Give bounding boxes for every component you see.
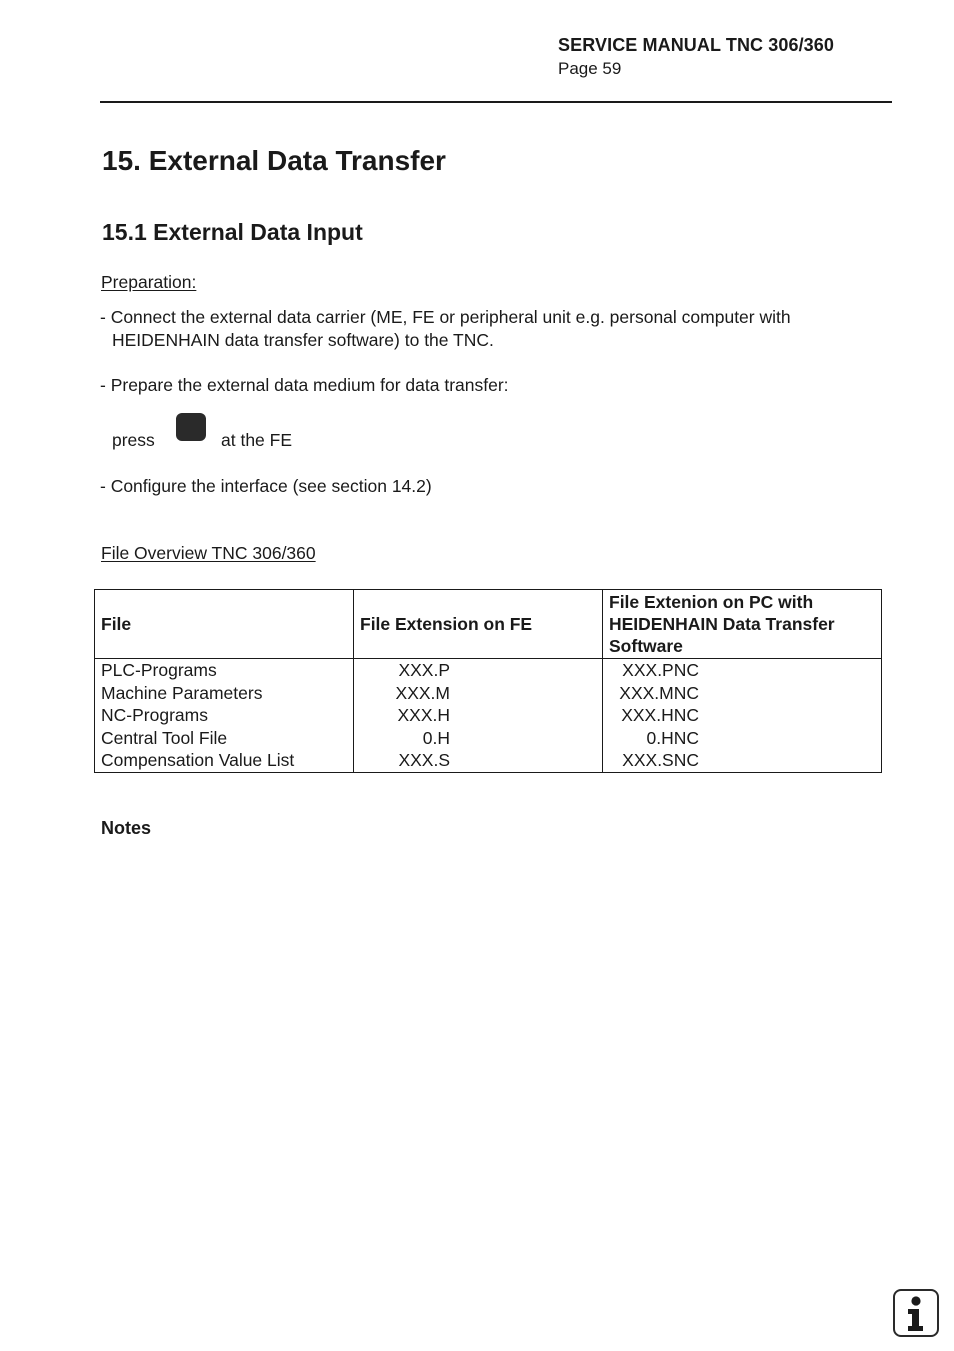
step-configure: - Configure the interface (see section 14.2) bbox=[100, 476, 432, 496]
header-pc-extension: File Extenion on PC with HEIDENHAIN Data Transfer Software bbox=[603, 590, 882, 659]
step-connect-line2: HEIDENHAIN data transfer software) to the TNC. bbox=[112, 330, 494, 350]
pc-extension: XXX.HNC bbox=[621, 705, 699, 725]
fe-extension: XXX.H bbox=[397, 705, 450, 725]
at-fe-label: at the FE bbox=[221, 430, 293, 450]
fe-extension-cell bbox=[354, 659, 603, 682]
press-label: press bbox=[112, 430, 155, 450]
file-name: Central Tool File bbox=[95, 727, 354, 750]
file-name: PLC-Programs bbox=[95, 659, 354, 682]
chapter-title: 15. External Data Transfer bbox=[102, 145, 446, 176]
pc-extension-cell bbox=[603, 704, 882, 727]
table-header-row bbox=[95, 590, 882, 659]
fe-extension-cell bbox=[354, 704, 603, 727]
page-number: Page 59 bbox=[558, 59, 622, 78]
pc-extension: XXX.SNC bbox=[622, 750, 699, 770]
header-fe-extension: File Extension on FE bbox=[354, 590, 603, 659]
key-button-icon bbox=[176, 413, 206, 441]
manual-title: SERVICE MANUAL TNC 306/360 bbox=[558, 35, 835, 55]
fe-extension: XXX.S bbox=[398, 750, 450, 770]
preparation-label: Preparation: bbox=[101, 272, 197, 292]
pc-extension: XXX.PNC bbox=[622, 660, 699, 680]
header-file: File bbox=[95, 590, 354, 659]
pc-extension-cell bbox=[603, 682, 882, 705]
header-rule bbox=[100, 101, 892, 103]
fe-extension-cell bbox=[354, 682, 603, 705]
table-row bbox=[95, 659, 882, 682]
fe-extension: XXX.M bbox=[395, 682, 450, 703]
file-name: NC-Programs bbox=[95, 704, 354, 727]
info-icon-glyph bbox=[895, 1291, 937, 1335]
fe-extension-cell bbox=[354, 727, 603, 750]
table-row bbox=[95, 682, 882, 705]
table-row bbox=[95, 749, 882, 772]
step-connect-line1: - Connect the external data carrier (ME, FE or peripheral unit e.g. personal computer with bbox=[100, 307, 791, 327]
fe-extension: XXX.P bbox=[398, 660, 450, 680]
file-overview-table bbox=[94, 589, 882, 773]
section-title: 15.1 External Data Input bbox=[102, 219, 363, 245]
file-name: Machine Parameters bbox=[95, 682, 354, 705]
fe-extension-cell bbox=[354, 749, 603, 772]
fe-extension: 0.H bbox=[422, 727, 450, 748]
table-row bbox=[95, 727, 882, 750]
pc-extension-cell bbox=[603, 749, 882, 772]
pc-extension: 0.HNC bbox=[646, 727, 699, 748]
step-prepare: - Prepare the external data medium for data transfer: bbox=[100, 375, 509, 395]
file-overview-label: File Overview TNC 306/360 bbox=[101, 543, 316, 563]
table-row bbox=[95, 704, 882, 727]
pc-extension-cell bbox=[603, 727, 882, 750]
info-icon bbox=[893, 1289, 939, 1337]
pc-extension-cell bbox=[603, 659, 882, 682]
notes-heading: Notes bbox=[101, 818, 152, 838]
pc-extension: XXX.MNC bbox=[619, 682, 699, 703]
file-name: Compensation Value List bbox=[95, 749, 354, 772]
